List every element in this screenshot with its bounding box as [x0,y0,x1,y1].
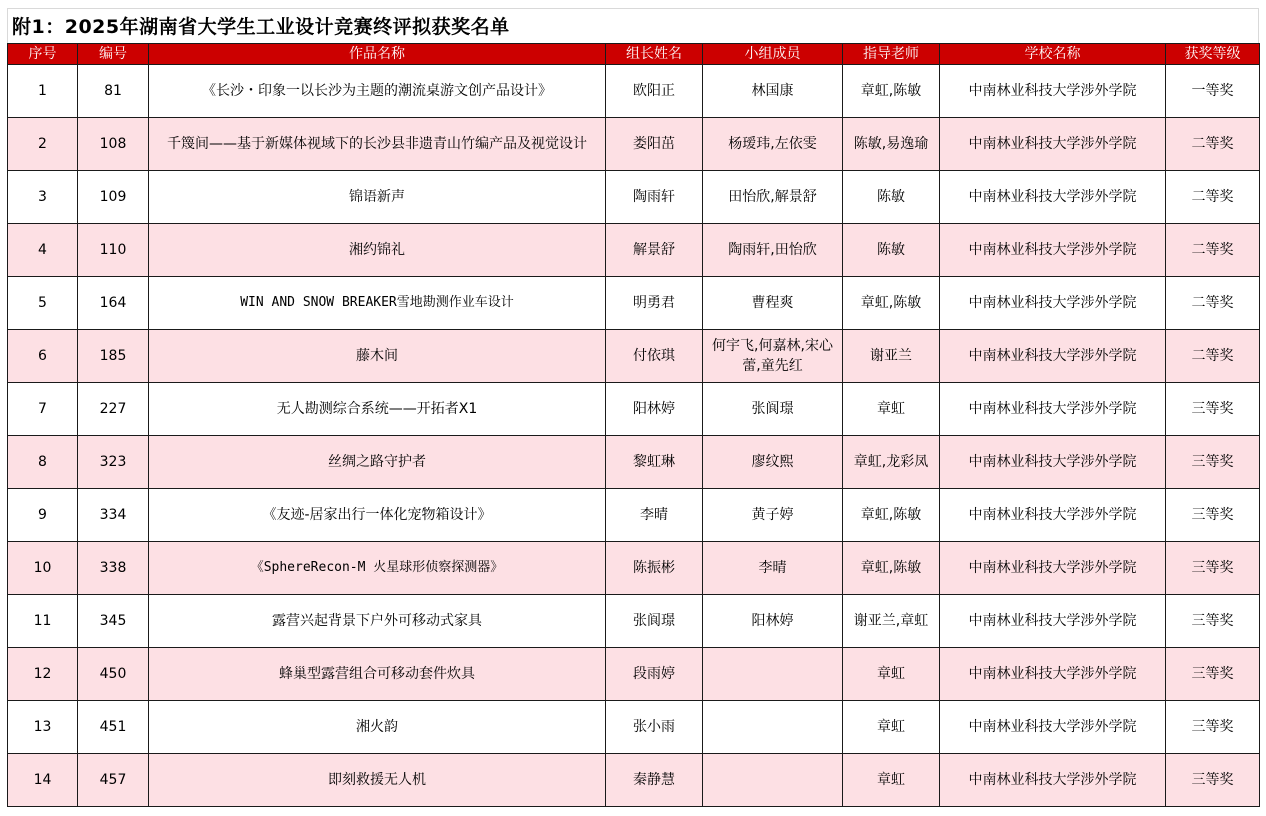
cell-leader: 付依琪 [606,330,703,383]
cell-members [703,648,843,701]
cell-school: 中南林业科技大学涉外学院 [940,330,1166,383]
cell-school: 中南林业科技大学涉外学院 [940,277,1166,330]
table-row [8,595,1260,648]
header-seq: 序号 [8,44,78,65]
cell-seq: 3 [8,171,78,224]
cell-advisors: 谢亚兰 [843,330,940,383]
cell-work-name: WIN AND SNOW BREAKER雪地勘测作业车设计 [149,277,606,330]
cell-school: 中南林业科技大学涉外学院 [940,754,1166,807]
cell-members: 杨瑷玮,左依雯 [703,118,843,171]
cell-advisors: 陈敏,易逸瑜 [843,118,940,171]
cell-award: 三等奖 [1166,648,1260,701]
cell-work-name: 露营兴起背景下户外可移动式家具 [149,595,606,648]
cell-id: 338 [78,542,149,595]
header-members: 小组成员 [703,44,843,65]
cell-id: 108 [78,118,149,171]
cell-work-name: 即刻救援无人机 [149,754,606,807]
table-row [8,171,1260,224]
cell-advisors: 章虹 [843,701,940,754]
cell-work-name: 《友迹-居家出行一体化宠物箱设计》 [149,489,606,542]
cell-advisors: 章虹,陈敏 [843,542,940,595]
cell-work-name: 湘火韵 [149,701,606,754]
header-award: 获奖等级 [1166,44,1260,65]
cell-seq: 9 [8,489,78,542]
cell-award: 三等奖 [1166,383,1260,436]
cell-members: 曹程爽 [703,277,843,330]
cell-members [703,754,843,807]
cell-seq: 14 [8,754,78,807]
cell-award: 二等奖 [1166,118,1260,171]
cell-award: 三等奖 [1166,489,1260,542]
cell-members: 黄子婷 [703,489,843,542]
cell-advisors: 章虹,陈敏 [843,65,940,118]
table-row [8,118,1260,171]
cell-members: 李晴 [703,542,843,595]
cell-seq: 7 [8,383,78,436]
cell-award: 三等奖 [1166,595,1260,648]
cell-leader: 解景舒 [606,224,703,277]
cell-advisors: 章虹 [843,648,940,701]
award-list-sheet [7,8,1259,807]
cell-school: 中南林业科技大学涉外学院 [940,648,1166,701]
cell-id: 451 [78,701,149,754]
header-id: 编号 [78,44,149,65]
cell-award: 二等奖 [1166,330,1260,383]
header-leader: 组长姓名 [606,44,703,65]
cell-work-name: 丝绸之路守护者 [149,436,606,489]
table-row [8,224,1260,277]
cell-members: 陶雨轩,田怡欣 [703,224,843,277]
cell-members [703,701,843,754]
table-row [8,648,1260,701]
cell-advisors: 章虹 [843,383,940,436]
cell-work-name: 藤木间 [149,330,606,383]
cell-id: 164 [78,277,149,330]
cell-leader: 张阆璟 [606,595,703,648]
cell-leader: 阳林婷 [606,383,703,436]
cell-work-name: 《长沙・印象一以长沙为主题的潮流桌游文创产品设计》 [149,65,606,118]
cell-members: 田怡欣,解景舒 [703,171,843,224]
page-title: 附1：2025年湖南省大学生工业设计竞赛终评拟获奖名单 [7,8,1259,43]
table-row [8,383,1260,436]
cell-work-name: 蜂巢型露营组合可移动套件炊具 [149,648,606,701]
cell-leader: 张小雨 [606,701,703,754]
cell-school: 中南林业科技大学涉外学院 [940,595,1166,648]
table-row [8,489,1260,542]
cell-leader: 陈振彬 [606,542,703,595]
cell-advisors: 陈敏 [843,171,940,224]
table-row [8,542,1260,595]
cell-id: 457 [78,754,149,807]
cell-seq: 2 [8,118,78,171]
cell-id: 323 [78,436,149,489]
cell-work-name: 千篾间——基于新媒体视域下的长沙县非遗青山竹编产品及视觉设计 [149,118,606,171]
cell-award: 三等奖 [1166,542,1260,595]
cell-seq: 13 [8,701,78,754]
table-row [8,277,1260,330]
cell-advisors: 谢亚兰,章虹 [843,595,940,648]
cell-members: 张阆璟 [703,383,843,436]
cell-advisors: 章虹,陈敏 [843,489,940,542]
cell-seq: 10 [8,542,78,595]
cell-award: 二等奖 [1166,171,1260,224]
header-school: 学校名称 [940,44,1166,65]
cell-leader: 欧阳正 [606,65,703,118]
cell-seq: 11 [8,595,78,648]
cell-school: 中南林业科技大学涉外学院 [940,489,1166,542]
cell-work-name: 无人勘测综合系统——开拓者X1 [149,383,606,436]
cell-id: 110 [78,224,149,277]
cell-id: 185 [78,330,149,383]
cell-id: 345 [78,595,149,648]
cell-id: 109 [78,171,149,224]
cell-members: 何宇飞,何嘉林,宋心蕾,童先红 [703,330,843,383]
cell-award: 三等奖 [1166,754,1260,807]
cell-advisors: 陈敏 [843,224,940,277]
cell-school: 中南林业科技大学涉外学院 [940,383,1166,436]
cell-seq: 8 [8,436,78,489]
table-row [8,754,1260,807]
cell-members: 廖纹熙 [703,436,843,489]
cell-school: 中南林业科技大学涉外学院 [940,436,1166,489]
cell-school: 中南林业科技大学涉外学院 [940,542,1166,595]
table-row [8,65,1260,118]
cell-award: 二等奖 [1166,277,1260,330]
cell-school: 中南林业科技大学涉外学院 [940,171,1166,224]
cell-id: 334 [78,489,149,542]
header-row [8,44,1260,65]
cell-work-name: 《SphereRecon-M 火星球形侦察探测器》 [149,542,606,595]
cell-school: 中南林业科技大学涉外学院 [940,118,1166,171]
cell-id: 81 [78,65,149,118]
cell-leader: 娄阳茁 [606,118,703,171]
table-row [8,701,1260,754]
cell-leader: 黎虹琳 [606,436,703,489]
cell-school: 中南林业科技大学涉外学院 [940,65,1166,118]
cell-award: 二等奖 [1166,224,1260,277]
cell-work-name: 锦语新声 [149,171,606,224]
cell-id: 450 [78,648,149,701]
cell-award: 三等奖 [1166,436,1260,489]
cell-seq: 5 [8,277,78,330]
cell-leader: 李晴 [606,489,703,542]
cell-school: 中南林业科技大学涉外学院 [940,224,1166,277]
cell-seq: 12 [8,648,78,701]
cell-members: 林国康 [703,65,843,118]
table-row [8,330,1260,383]
table-row [8,436,1260,489]
award-table [7,43,1260,807]
cell-award: 三等奖 [1166,701,1260,754]
cell-school: 中南林业科技大学涉外学院 [940,701,1166,754]
cell-leader: 秦静慧 [606,754,703,807]
header-work-name: 作品名称 [149,44,606,65]
cell-advisors: 章虹 [843,754,940,807]
cell-advisors: 章虹,陈敏 [843,277,940,330]
header-advisors: 指导老师 [843,44,940,65]
cell-leader: 段雨婷 [606,648,703,701]
cell-award: 一等奖 [1166,65,1260,118]
cell-seq: 4 [8,224,78,277]
cell-members: 阳林婷 [703,595,843,648]
cell-leader: 陶雨轩 [606,171,703,224]
cell-leader: 明勇君 [606,277,703,330]
cell-advisors: 章虹,龙彩凤 [843,436,940,489]
cell-work-name: 湘约锦礼 [149,224,606,277]
cell-seq: 1 [8,65,78,118]
cell-id: 227 [78,383,149,436]
cell-seq: 6 [8,330,78,383]
